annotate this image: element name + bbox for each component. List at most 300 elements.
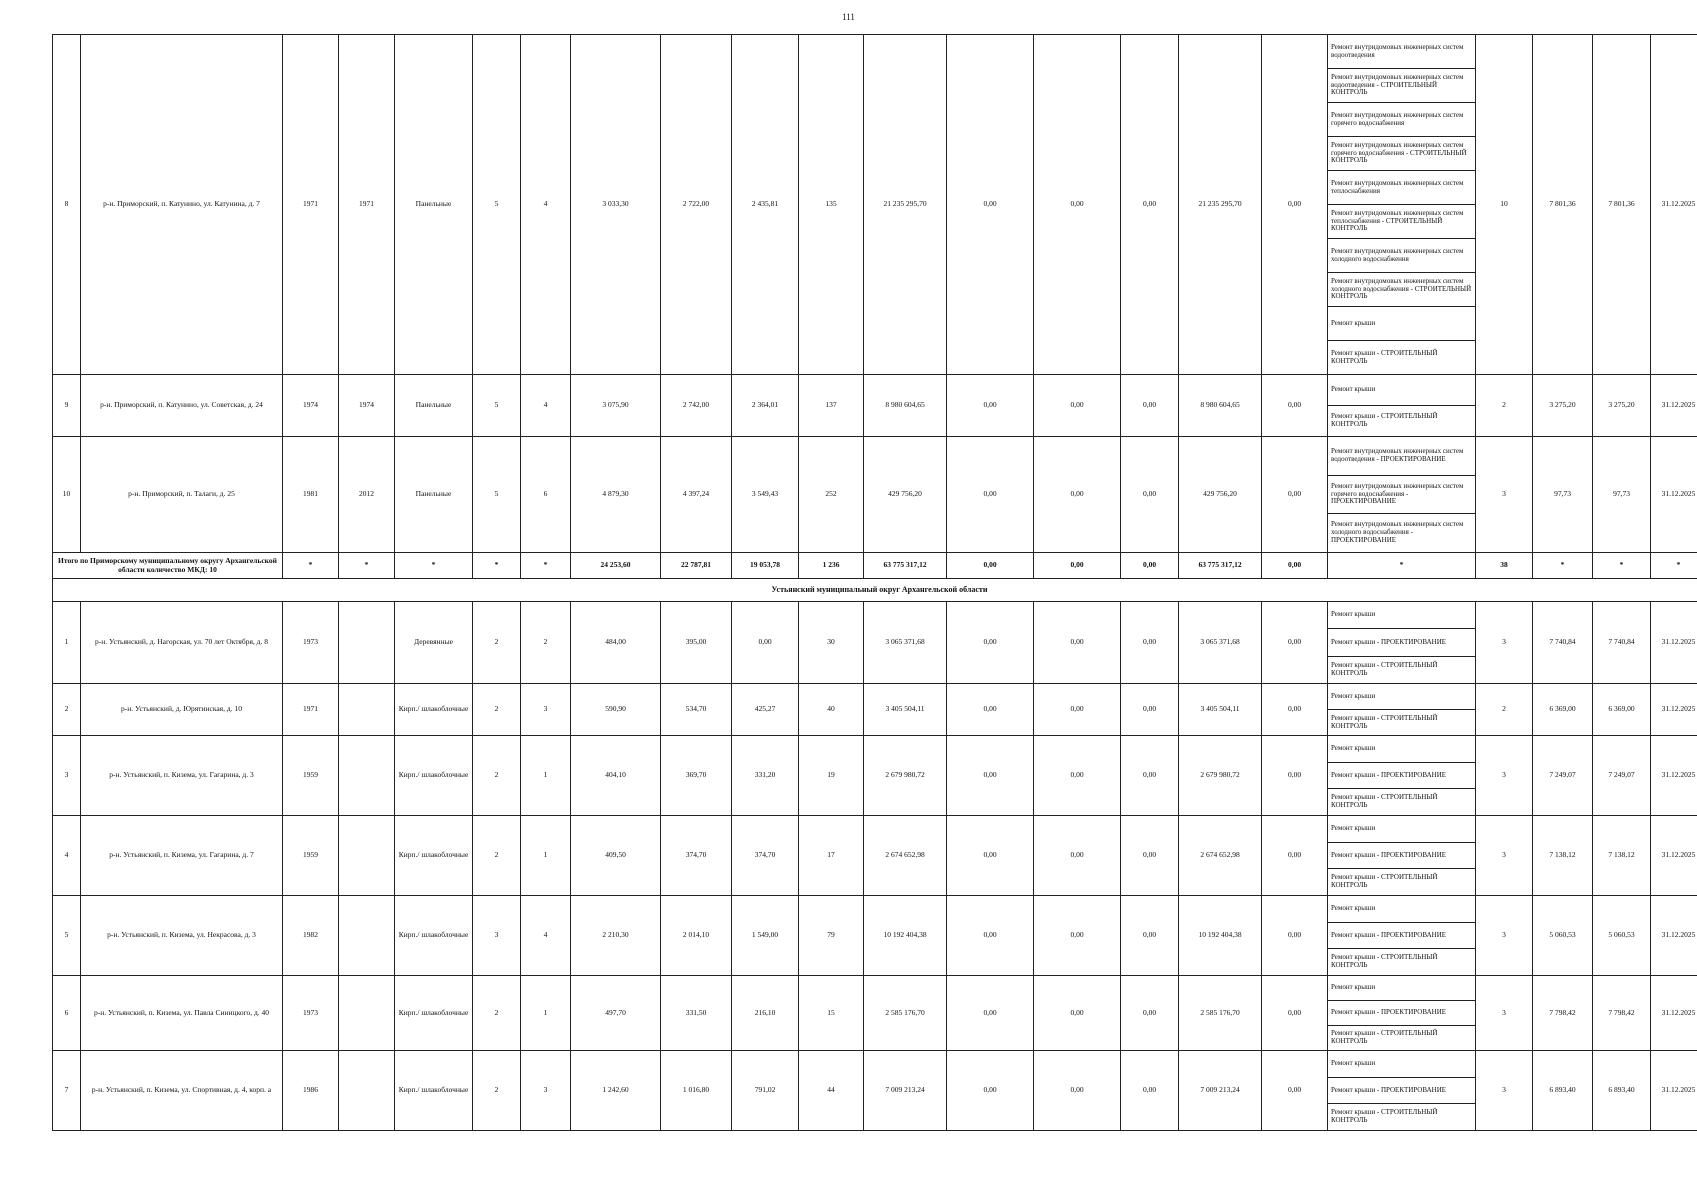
cell-ent: 4 [521,375,571,437]
cell-a2: 2 014,10 [661,896,732,976]
cell-a1: 497,70 [571,976,661,1051]
cell-addr: р-н. Приморский, п. Катунино, ул. Советская, д. 24 [81,375,283,437]
cell-n: 3 [53,736,81,816]
cell-a1: 409,50 [571,816,661,896]
cell-mat: Кирп./ шлакоблочные [395,976,473,1051]
cell-f5: 0,00 [1262,437,1328,553]
work-item: Ремонт крыши [1328,684,1475,710]
total-f3: 0,00 [1121,553,1179,579]
cell-f4: 10 192 404,38 [1179,896,1262,976]
cell-f3: 0,00 [1121,1051,1179,1131]
total-cnt: 38 [1476,553,1533,579]
table-row [53,816,1697,896]
works-list [1328,736,1475,815]
cell-f2: 0,00 [1034,816,1121,896]
cell-cnt: 3 [1476,816,1533,896]
cell-date: 31.12.2025 [1651,602,1697,684]
work-item: Ремонт крыши - ПРОЕКТИРОВАНИЕ [1328,763,1475,790]
work-item: Ремонт внутридомовых инженерных систем теплоснабжения - СТРОИТЕЛЬНЫЙ КОНТРОЛЬ [1328,205,1475,239]
cell-u2: 6 369,00 [1593,684,1651,736]
cell-date: 31.12.2025 [1651,684,1697,736]
cell-res: 30 [799,602,864,684]
cell-ent: 4 [521,896,571,976]
cell-f2: 0,00 [1034,896,1121,976]
cell-u1: 7 740,84 [1533,602,1593,684]
cell-star: * [1533,553,1593,579]
work-item: Ремонт внутридомовых инженерных систем горячего водоснабжения - ПРОЕКТИРОВАНИЕ [1328,476,1475,515]
cell-u2: 97,73 [1593,437,1651,553]
cell-a3: 374,70 [732,816,799,896]
cell-a1: 590,90 [571,684,661,736]
cell-f5: 0,00 [1262,684,1328,736]
cell-mat: Кирп./ шлакоблочные [395,816,473,896]
cell-f5: 0,00 [1262,35,1328,375]
cell-f1: 0,00 [947,602,1034,684]
cell-star: * [1651,553,1697,579]
cell-a2: 374,70 [661,816,732,896]
cell-y2: 1974 [339,375,395,437]
cell-f5: 0,00 [1262,896,1328,976]
cell-a2: 369,70 [661,736,732,816]
work-item: Ремонт крыши [1328,602,1475,629]
cell-y2 [339,736,395,816]
cell-u2: 7 801,36 [1593,35,1651,375]
cell-addr: р-н. Устьянский, п. Кизема, ул. Павла Синицкого, д. 40 [81,976,283,1051]
table-row [53,896,1697,976]
cell-f5: 0,00 [1262,736,1328,816]
cell-a2: 1 016,80 [661,1051,732,1131]
cell-fl: 2 [473,1051,521,1131]
total-row [53,553,1697,579]
cell-y1: 1973 [283,602,339,684]
cell-y1: 1982 [283,896,339,976]
cell-f3: 0,00 [1121,976,1179,1051]
cell-date: 31.12.2025 [1651,375,1697,437]
cell-a1: 4 879,30 [571,437,661,553]
work-item: Ремонт крыши [1328,736,1475,763]
cell-a2: 2 722,00 [661,35,732,375]
cell-a1: 404,10 [571,736,661,816]
cell-res: 15 [799,976,864,1051]
cell-fl: 2 [473,736,521,816]
cell-mat: Панельные [395,35,473,375]
table-row [53,375,1697,437]
works-list [1328,1051,1475,1130]
cell-star: * [339,553,395,579]
cell-res: 135 [799,35,864,375]
cell-f5: 0,00 [1262,602,1328,684]
cell-cost: 10 192 404,38 [864,896,947,976]
cell-ent: 3 [521,1051,571,1131]
cell-f3: 0,00 [1121,896,1179,976]
table-row [53,602,1697,684]
cell-res: 252 [799,437,864,553]
cell-f2: 0,00 [1034,976,1121,1051]
cell-ent: 2 [521,602,571,684]
cell-u2: 7 798,42 [1593,976,1651,1051]
cell-ent: 6 [521,437,571,553]
cell-f4: 7 009 213,24 [1179,1051,1262,1131]
cell-u1: 7 798,42 [1533,976,1593,1051]
cell-fl: 2 [473,602,521,684]
cell-star: * [1593,553,1651,579]
cell-f2: 0,00 [1034,602,1121,684]
cell-mat: Панельные [395,375,473,437]
cell-f5: 0,00 [1262,816,1328,896]
works-list [1328,684,1475,735]
cell-f3: 0,00 [1121,684,1179,736]
work-item: Ремонт внутридомовых инженерных систем холодного водоснабжения - СТРОИТЕЛЬНЫЙ КОНТРОЛЬ [1328,273,1475,307]
cell-works [1328,375,1476,437]
works-list [1328,375,1475,436]
cell-f1: 0,00 [947,375,1034,437]
cell-f4: 2 585 176,70 [1179,976,1262,1051]
cell-u2: 7 249,07 [1593,736,1651,816]
cell-addr: р-н. Устьянский, п. Кизема, ул. Некрасова, д. 3 [81,896,283,976]
cell-works [1328,736,1476,816]
cell-works [1328,976,1476,1051]
cell-cost: 429 756,20 [864,437,947,553]
cell-cnt: 3 [1476,976,1533,1051]
work-item: Ремонт крыши - СТРОИТЕЛЬНЫЙ КОНТРОЛЬ [1331,1108,1438,1125]
cell-u2: 7 138,12 [1593,816,1651,896]
works-list [1328,896,1475,975]
table-row [53,437,1697,553]
cell-u1: 6 893,40 [1533,1051,1593,1131]
cell-addr: р-н. Устьянский, п. Кизема, ул. Гагарина, д. 3 [81,736,283,816]
cell-u1: 6 369,00 [1533,684,1593,736]
total-a2: 22 787,81 [661,553,732,579]
cell-y1: 1974 [283,375,339,437]
cell-u2: 7 740,84 [1593,602,1651,684]
cell-a2: 4 397,24 [661,437,732,553]
cell-y2: 1971 [339,35,395,375]
cell-star: * [473,553,521,579]
cell-f2: 0,00 [1034,1051,1121,1131]
cell-cnt: 3 [1476,1051,1533,1131]
cell-cnt: 2 [1476,375,1533,437]
cell-cnt: 3 [1476,437,1533,553]
section-title: Устьянский муниципальный округ Архангельской области [53,579,1697,602]
work-item: Ремонт крыши [1328,375,1475,406]
table-body [53,35,1697,1131]
cell-works [1328,896,1476,976]
cell-cnt: 2 [1476,684,1533,736]
cell-n: 9 [53,375,81,437]
table-row [53,976,1697,1051]
cell-star: * [395,553,473,579]
total-a3: 19 053,78 [732,553,799,579]
total-f2: 0,00 [1034,553,1121,579]
work-item: Ремонт крыши [1328,1051,1475,1078]
cell-star: * [521,553,571,579]
cell-ent: 4 [521,35,571,375]
cell-date: 31.12.2025 [1651,35,1697,375]
cell-f5: 0,00 [1262,375,1328,437]
cell-mat: Деревянные [395,602,473,684]
cell-fl: 3 [473,896,521,976]
work-item: Ремонт крыши [1328,976,1475,1001]
cell-f4: 2 674 652,98 [1179,816,1262,896]
cell-cost: 7 009 213,24 [864,1051,947,1131]
cell-y2 [339,1051,395,1131]
cell-a3: 3 549,43 [732,437,799,553]
cell-y2 [339,684,395,736]
cell-cnt: 3 [1476,896,1533,976]
cell-star: * [1328,553,1476,579]
cell-addr: р-н. Приморский, п. Талаги, д. 25 [81,437,283,553]
cell-u1: 7 801,36 [1533,35,1593,375]
cell-cost: 3 405 504,11 [864,684,947,736]
table-row [53,1051,1697,1131]
page-number: 111 [842,12,855,22]
cell-fl: 2 [473,816,521,896]
table-row [53,684,1697,736]
cell-res: 79 [799,896,864,976]
cell-ent: 3 [521,684,571,736]
work-item: Ремонт крыши - ПРОЕКТИРОВАНИЕ [1328,1078,1475,1105]
cell-n: 6 [53,976,81,1051]
work-item: Ремонт внутридомовых инженерных систем горячего водоснабжения [1328,103,1475,137]
work-item: Ремонт внутридомовых инженерных систем горячего водоснабжения - СТРОИТЕЛЬНЫЙ КОНТРОЛЬ [1328,137,1475,171]
cell-y1: 1971 [283,35,339,375]
work-item: Ремонт внутридомовых инженерных систем теплоснабжения [1328,171,1475,205]
cell-addr: р-н. Устьянский, п. Кизема, ул. Спортивная, д. 4, корп. а [81,1051,283,1131]
cell-f1: 0,00 [947,1051,1034,1131]
cell-u2: 6 893,40 [1593,1051,1651,1131]
cell-a2: 2 742,00 [661,375,732,437]
cell-addr: р-н. Устьянский, д. Юрятинская, д. 10 [81,684,283,736]
total-f5: 0,00 [1262,553,1328,579]
work-item: Ремонт крыши - ПРОЕКТИРОВАНИЕ [1328,1001,1475,1026]
cell-cnt: 3 [1476,602,1533,684]
cell-f1: 0,00 [947,816,1034,896]
table-row [53,736,1697,816]
cell-y1: 1971 [283,684,339,736]
cell-f1: 0,00 [947,684,1034,736]
cell-res: 44 [799,1051,864,1131]
cell-f4: 2 679 980,72 [1179,736,1262,816]
works-list [1328,35,1475,374]
total-f1: 0,00 [947,553,1034,579]
work-item: Ремонт крыши - СТРОИТЕЛЬНЫЙ КОНТРОЛЬ [1331,348,1438,365]
total-label: Итого по Приморскому муниципальному округу Архангельской области количество МКД: 10 [53,553,283,579]
cell-cost: 21 235 295,70 [864,35,947,375]
cell-f3: 0,00 [1121,736,1179,816]
cell-n: 4 [53,816,81,896]
cell-n: 1 [53,602,81,684]
cell-cost: 3 065 371,68 [864,602,947,684]
work-item: Ремонт крыши - СТРОИТЕЛЬНЫЙ КОНТРОЛЬ [1331,793,1438,810]
cell-n: 2 [53,684,81,736]
work-item: Ремонт внутридомовых инженерных систем холодного водоснабжения [1328,239,1475,273]
total-cost: 63 775 317,12 [864,553,947,579]
works-list [1328,976,1475,1050]
cell-ent: 1 [521,816,571,896]
cell-mat: Кирп./ шлакоблочные [395,736,473,816]
cell-cnt: 3 [1476,736,1533,816]
cell-y2 [339,896,395,976]
cell-n: 7 [53,1051,81,1131]
cell-f5: 0,00 [1262,1051,1328,1131]
cell-n: 5 [53,896,81,976]
cell-date: 31.12.2025 [1651,816,1697,896]
cell-date: 31.12.2025 [1651,437,1697,553]
cell-f3: 0,00 [1121,375,1179,437]
work-item: Ремонт крыши - СТРОИТЕЛЬНЫЙ КОНТРОЛЬ [1331,660,1438,677]
cell-a3: 331,20 [732,736,799,816]
cell-f2: 0,00 [1034,684,1121,736]
total-res: 1 236 [799,553,864,579]
total-a1: 24 253,60 [571,553,661,579]
work-item: Ремонт крыши - СТРОИТЕЛЬНЫЙ КОНТРОЛЬ [1331,713,1438,730]
cell-cost: 2 674 652,98 [864,816,947,896]
cell-f2: 0,00 [1034,437,1121,553]
work-item: Ремонт внутридомовых инженерных систем водоотведения [1328,35,1475,69]
cell-a1: 3 075,90 [571,375,661,437]
cell-works [1328,816,1476,896]
cell-u1: 3 275,20 [1533,375,1593,437]
cell-n: 10 [53,437,81,553]
cell-works [1328,437,1476,553]
work-item: Ремонт крыши - СТРОИТЕЛЬНЫЙ КОНТРОЛЬ [1331,953,1438,970]
work-item: Ремонт крыши [1328,896,1475,923]
work-item: Ремонт крыши - СТРОИТЕЛЬНЫЙ КОНТРОЛЬ [1331,412,1438,428]
cell-u2: 5 060,53 [1593,896,1651,976]
cell-ent: 1 [521,736,571,816]
cell-addr: р-н. Устьянский, д. Нагорская, ул. 70 лет Октября, д. 8 [81,602,283,684]
cell-y1: 1973 [283,976,339,1051]
cell-f3: 0,00 [1121,602,1179,684]
cell-y2 [339,816,395,896]
cell-a3: 1 549,00 [732,896,799,976]
cell-a3: 791,02 [732,1051,799,1131]
cell-f1: 0,00 [947,976,1034,1051]
total-f4: 63 775 317,12 [1179,553,1262,579]
cell-res: 137 [799,375,864,437]
works-list [1328,816,1475,895]
cell-f1: 0,00 [947,736,1034,816]
cell-fl: 5 [473,375,521,437]
cell-f2: 0,00 [1034,375,1121,437]
cell-u1: 7 138,12 [1533,816,1593,896]
cell-f2: 0,00 [1034,736,1121,816]
cell-res: 40 [799,684,864,736]
work-item: Ремонт крыши - ПРОЕКТИРОВАНИЕ [1328,843,1475,870]
cell-a1: 2 210,30 [571,896,661,976]
cell-f1: 0,00 [947,437,1034,553]
cell-date: 31.12.2025 [1651,736,1697,816]
cell-works [1328,35,1476,375]
cell-a1: 3 033,30 [571,35,661,375]
cell-a1: 1 242,60 [571,1051,661,1131]
cell-date: 31.12.2025 [1651,1051,1697,1131]
work-item: Ремонт крыши - ПРОЕКТИРОВАНИЕ [1328,629,1475,656]
cell-date: 31.12.2025 [1651,896,1697,976]
work-item: Ремонт крыши - СТРОИТЕЛЬНЫЙ КОНТРОЛЬ [1331,873,1438,890]
cell-cnt: 10 [1476,35,1533,375]
cell-cost: 2 679 980,72 [864,736,947,816]
cell-mat: Кирп./ шлакоблочные [395,1051,473,1131]
cell-f1: 0,00 [947,896,1034,976]
cell-f3: 0,00 [1121,437,1179,553]
work-item: Ремонт крыши [1328,816,1475,843]
capital-repair-table-sheet [52,34,1696,1131]
cell-a3: 0,00 [732,602,799,684]
cell-fl: 5 [473,35,521,375]
cell-y1: 1981 [283,437,339,553]
cell-f2: 0,00 [1034,35,1121,375]
cell-date: 31.12.2025 [1651,976,1697,1051]
cell-a3: 216,10 [732,976,799,1051]
cell-y1: 1959 [283,736,339,816]
works-list [1328,437,1475,552]
cell-fl: 5 [473,437,521,553]
cell-a3: 2 435,81 [732,35,799,375]
cell-mat: Кирп./ шлакоблочные [395,896,473,976]
cell-u1: 7 249,07 [1533,736,1593,816]
cell-star: * [283,553,339,579]
cell-works [1328,1051,1476,1131]
work-item: Ремонт внутридомовых инженерных систем водоотведения - СТРОИТЕЛЬНЫЙ КОНТРОЛЬ [1328,69,1475,103]
cell-a3: 425,27 [732,684,799,736]
works-list [1328,602,1475,683]
capital-repair-table [52,34,1697,1131]
cell-n: 8 [53,35,81,375]
cell-y1: 1986 [283,1051,339,1131]
cell-f4: 21 235 295,70 [1179,35,1262,375]
cell-mat: Кирп./ шлакоблочные [395,684,473,736]
cell-a2: 331,50 [661,976,732,1051]
cell-y2 [339,976,395,1051]
cell-f1: 0,00 [947,35,1034,375]
cell-a3: 2 364,01 [732,375,799,437]
cell-fl: 2 [473,976,521,1051]
cell-a2: 395,00 [661,602,732,684]
cell-f4: 429 756,20 [1179,437,1262,553]
cell-works [1328,602,1476,684]
work-item: Ремонт крыши - СТРОИТЕЛЬНЫЙ КОНТРОЛЬ [1331,1029,1438,1045]
table-row [53,35,1697,375]
cell-u1: 5 060,53 [1533,896,1593,976]
cell-fl: 2 [473,684,521,736]
cell-y2 [339,602,395,684]
cell-addr: р-н. Устьянский, п. Кизема, ул. Гагарина, д. 7 [81,816,283,896]
cell-cost: 2 585 176,70 [864,976,947,1051]
work-item: Ремонт крыши - ПРОЕКТИРОВАНИЕ [1328,923,1475,950]
cell-mat: Панельные [395,437,473,553]
cell-res: 17 [799,816,864,896]
cell-works [1328,684,1476,736]
cell-f4: 8 980 604,65 [1179,375,1262,437]
cell-f4: 3 405 504,11 [1179,684,1262,736]
section-header-row [53,579,1697,602]
work-item: Ремонт внутридомовых инженерных систем водоотведения - ПРОЕКТИРОВАНИЕ [1328,437,1475,476]
cell-res: 19 [799,736,864,816]
cell-f5: 0,00 [1262,976,1328,1051]
cell-y2: 2012 [339,437,395,553]
cell-f4: 3 065 371,68 [1179,602,1262,684]
cell-a2: 534,70 [661,684,732,736]
cell-addr: р-н. Приморский, п. Катунино, ул. Катунина, д. 7 [81,35,283,375]
cell-a1: 484,00 [571,602,661,684]
cell-u1: 97,73 [1533,437,1593,553]
cell-f3: 0,00 [1121,35,1179,375]
cell-ent: 1 [521,976,571,1051]
work-item: Ремонт крыши [1328,307,1475,341]
cell-u2: 3 275,20 [1593,375,1651,437]
cell-cost: 8 980 604,65 [864,375,947,437]
